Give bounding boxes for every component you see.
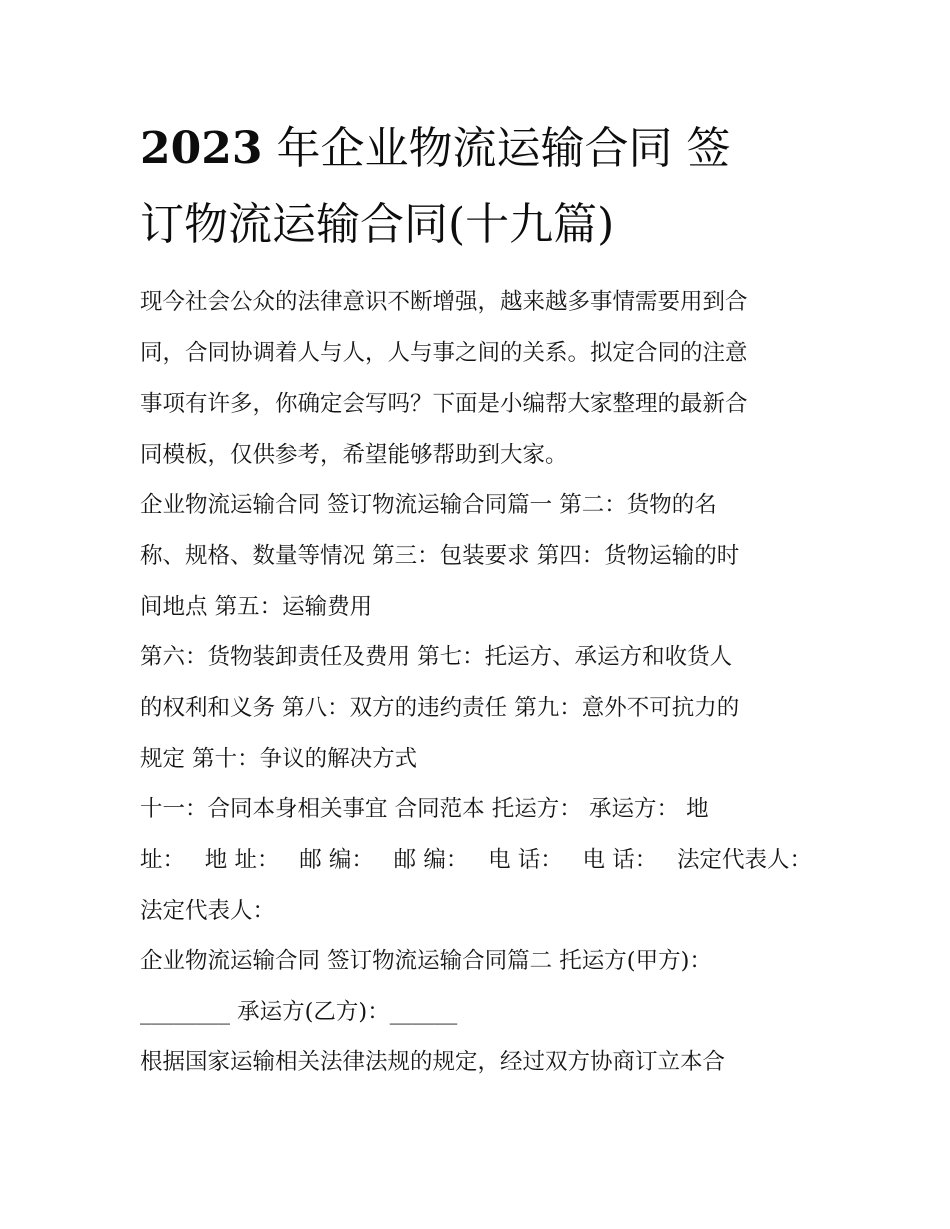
field-label: 电 话： (582, 847, 658, 873)
paragraph-line: 企业物流运输合同 签订物流运输合同篇一 第二：货物的名 (140, 492, 717, 518)
paragraph-line: 十一：合同本身相关事宜 合同范本 托运方： 承运方： 地 (140, 796, 709, 822)
field-label: 邮 编： (393, 847, 469, 873)
field-label: 址： (140, 847, 186, 873)
paragraph-line: 第六：货物装卸责任及费用 第七：托运方、承运方和收货人 (140, 644, 733, 670)
title-year: 2023 (140, 123, 263, 174)
paragraph-line: ________ 承运方(乙方)：______ (140, 999, 458, 1025)
address-fields-line (140, 845, 812, 875)
paragraph-line: 间地点 第五：运输费用 (140, 594, 373, 620)
intro-line: 同模板，仅供参考，希望能够帮助到大家。 (140, 442, 568, 468)
paragraph-line: 企业物流运输合同 签订物流运输合同篇二 托运方(甲方)： (140, 948, 712, 974)
field-label: 法定代表人： (676, 847, 812, 873)
paragraph-line: 根据国家运输相关法律法规的规定，经过双方协商订立本合 (140, 1049, 726, 1075)
paragraph-line: 的权利和义务 第八：双方的违约责任 第九：意外不可抗力的 (140, 695, 740, 721)
intro-line: 现今社会公众的法律意识不断增强，越来越多事情需要用到合 (140, 289, 748, 315)
field-label: 地 址： (204, 847, 280, 873)
document-title-line-1 (140, 123, 730, 175)
document-title-line-2: 订物流运输合同(十九篇) (140, 199, 615, 250)
paragraph-line: 规定 第十：争议的解决方式 (140, 746, 418, 772)
paragraph-line: 法定代表人： (140, 898, 276, 924)
intro-line: 事项有许多，你确定会写吗？下面是小编帮大家整理的最新合 (140, 391, 748, 417)
field-label: 邮 编： (299, 847, 374, 873)
title-line-1-text: 年企业物流运输合同 签 (262, 123, 731, 174)
field-label: 电 话： (488, 847, 563, 873)
paragraph-line: 称、规格、数量等情况 第三：包装要求 第四：货物运输的时 (140, 543, 740, 569)
intro-line: 同，合同协调着人与人，人与事之间的关系。拟定合同的注意 (140, 340, 748, 366)
